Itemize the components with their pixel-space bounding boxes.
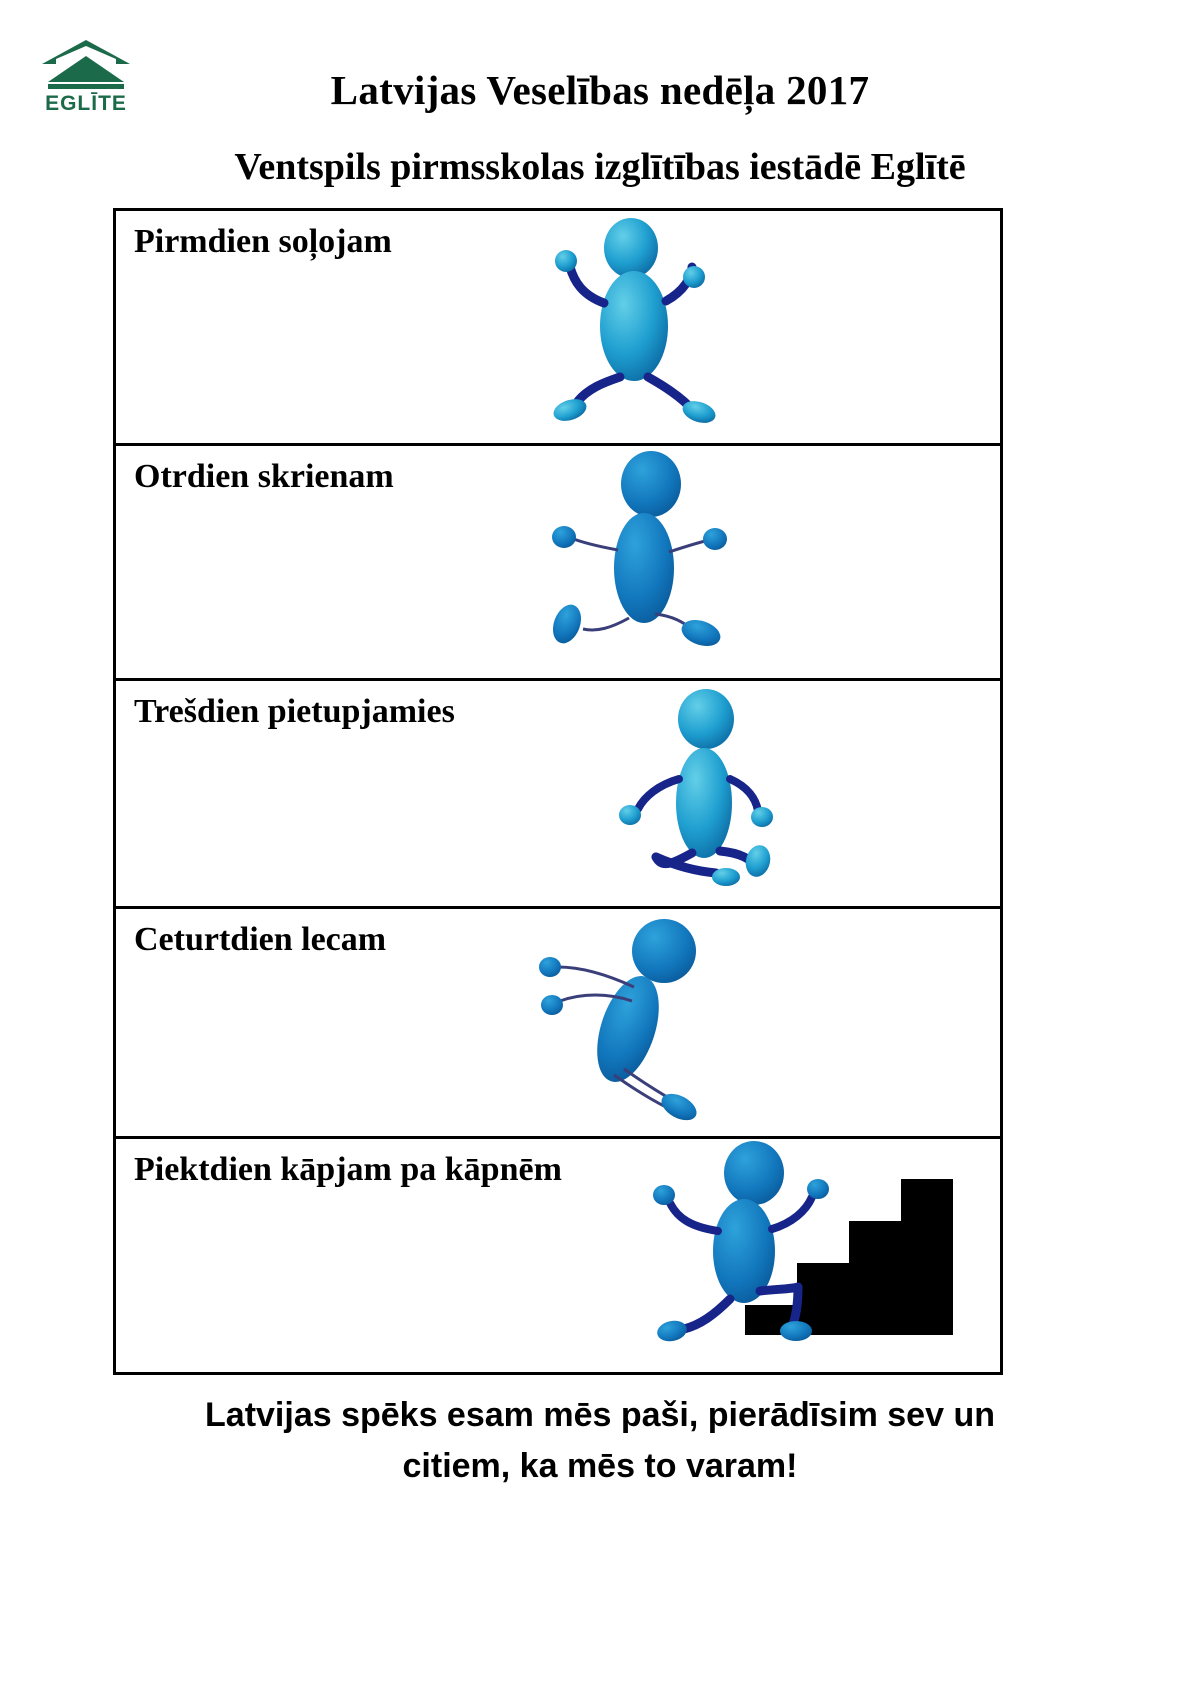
footer-line-2: citiem, ka mēs to varam! [402, 1447, 798, 1485]
table-row [116, 681, 1000, 909]
walking-figure-icon [516, 211, 756, 446]
table-row [116, 211, 1000, 446]
row-label-friday: Piektdien kāpjam pa kāpnēm [134, 1151, 562, 1188]
row-label-monday: Pirmdien soļojam [134, 223, 392, 260]
row-label-tuesday: Otrdien skrienam [134, 458, 394, 495]
row-label-wednesday: Trešdien pietupjamies [134, 693, 455, 730]
row-label-thursday: Ceturtdien lecam [134, 921, 387, 958]
table-row [116, 1139, 1000, 1372]
eglite-logo-text: EGLĪTE [45, 92, 127, 115]
page-subtitle: Ventspils pirmsskolas izglītības iestādē Eglītē [234, 146, 966, 188]
footer-line-1: Latvijas spēks esam mēs paši, pierādīsim sev un [205, 1396, 995, 1434]
table-row [116, 909, 1000, 1139]
jumping-figure-icon [516, 909, 776, 1139]
squatting-figure-icon [596, 681, 846, 909]
page-title: Latvijas Veselības nedēļa 2017 [330, 67, 870, 113]
footer-slogan [90, 1390, 1110, 1492]
table-row [116, 446, 1000, 681]
running-figure-icon [511, 446, 761, 681]
schedule-table [113, 208, 1003, 1375]
stairs-climbing-figure-icon [626, 1139, 1000, 1372]
